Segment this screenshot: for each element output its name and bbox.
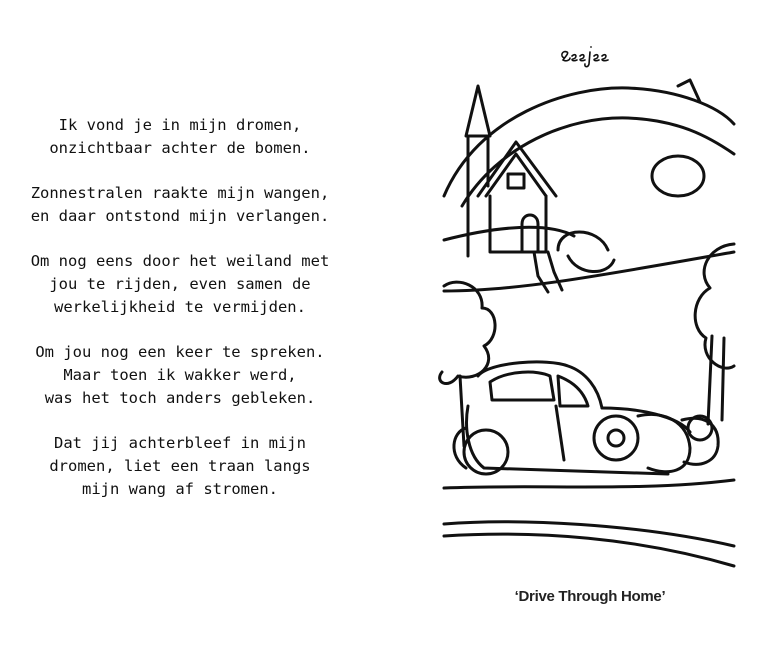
poem-line: Om jou nog een keer te spreken. xyxy=(35,343,325,361)
hill-line xyxy=(444,227,574,240)
poem-stanza-4 xyxy=(0,341,360,410)
church-path xyxy=(534,252,562,292)
car-window xyxy=(490,372,554,400)
illustration-drive-through-home xyxy=(438,76,738,576)
church-door xyxy=(522,215,538,252)
poem-line: jou te rijden, even samen de xyxy=(49,275,311,293)
poem-stanza-3 xyxy=(0,250,360,319)
church-window xyxy=(508,174,524,188)
tree-left-trunk xyxy=(460,376,464,446)
poem-line: Maar toen ik wakker werd, xyxy=(63,366,297,384)
car-wheel-front xyxy=(594,416,638,460)
road-edge xyxy=(444,534,734,566)
poem-line: Om nog eens door het weiland met xyxy=(30,252,330,270)
poem-line: en daar ontstond mijn verlangen. xyxy=(30,207,330,225)
artist-signature xyxy=(558,36,618,70)
poem-line: Zonnestralen raakte mijn wangen, xyxy=(30,184,330,202)
car-wheel-front-hub xyxy=(608,430,624,446)
poem-line: Dat jij achterbleef in mijn xyxy=(54,434,306,452)
poem xyxy=(0,114,360,523)
car-hood xyxy=(602,408,690,432)
church-spire xyxy=(466,86,490,136)
poem-line: Ik vond je in mijn dromen, xyxy=(58,116,302,134)
road-line xyxy=(444,480,734,488)
poem-line: was het toch anders gebleken. xyxy=(44,389,316,407)
poem-stanza-2 xyxy=(0,182,360,228)
poem-stanza-1 xyxy=(0,114,360,160)
poem-line: onzichtbaar achter de bomen. xyxy=(49,139,311,157)
tree-right xyxy=(695,244,734,368)
poem-line: dromen, liet een traan langs xyxy=(49,457,311,475)
car-door-line xyxy=(556,406,564,460)
poem-line: mijn wang af stromen. xyxy=(82,480,278,498)
bush xyxy=(568,256,614,272)
poem-line: werkelijkheid te vermijden. xyxy=(54,298,306,316)
tree-right-trunk xyxy=(708,336,724,424)
bush xyxy=(558,232,608,250)
poem-stanza-5 xyxy=(0,432,360,501)
bush xyxy=(652,156,704,196)
car-window xyxy=(558,376,588,406)
artwork-caption: ‘Drive Through Home’ xyxy=(514,588,666,605)
car-fender-front xyxy=(638,414,690,471)
